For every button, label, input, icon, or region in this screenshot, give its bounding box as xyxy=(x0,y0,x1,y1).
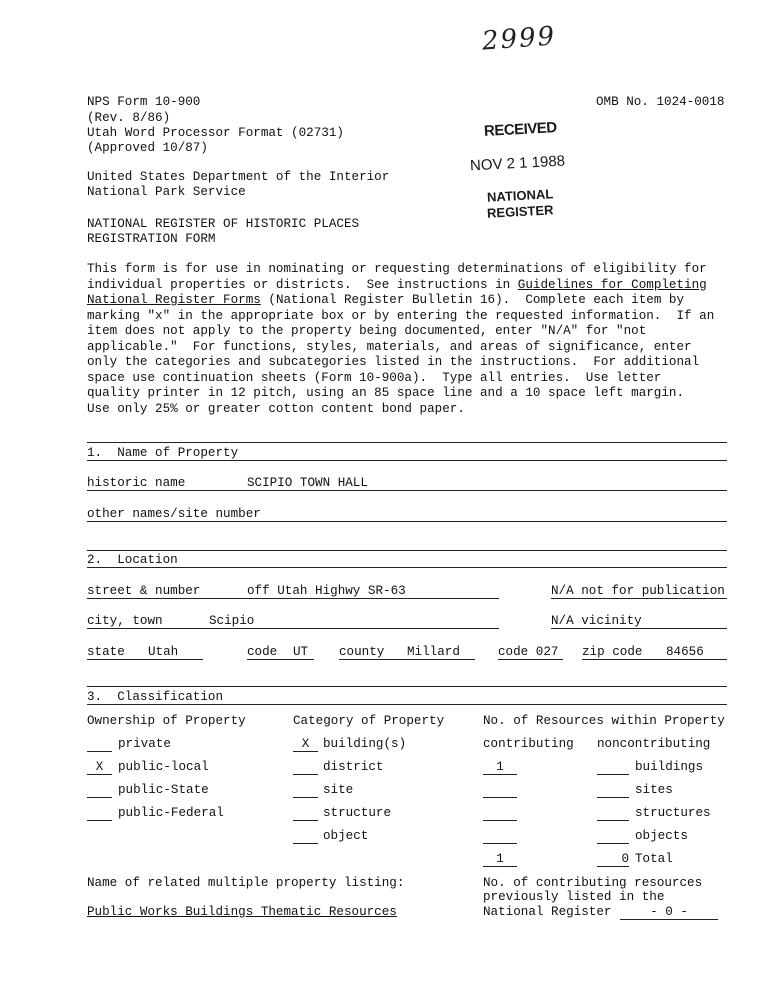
ownership-public-federal-label: public-Federal xyxy=(118,806,224,820)
form-subtitle: REGISTRATION FORM xyxy=(87,232,216,246)
form-number: NPS Form 10-900 xyxy=(87,95,201,109)
field-line xyxy=(87,460,727,461)
section3-heading: 3. Classification xyxy=(87,690,224,704)
form-format: Utah Word Processor Format (02731) xyxy=(87,126,344,140)
category-district-label: district xyxy=(323,760,384,774)
vicinity: N/A vicinity xyxy=(551,614,642,628)
county-code[interactable]: code 027 xyxy=(498,645,559,659)
field-line xyxy=(597,843,629,844)
resources-sites-label: sites xyxy=(635,783,673,797)
form-revision: (Rev. 8/86) xyxy=(87,111,171,125)
ownership-private-label: private xyxy=(118,737,171,751)
form-approved: (Approved 10/87) xyxy=(87,141,208,155)
section2-heading: 2. Location xyxy=(87,553,178,567)
other-names-label: other names/site number xyxy=(87,507,261,521)
street-label: street & number xyxy=(87,584,201,598)
field-line xyxy=(87,797,112,798)
ownership-public-local-label: public-local xyxy=(118,760,209,774)
field-line xyxy=(87,820,112,821)
category-object-label: object xyxy=(323,829,369,843)
instructions-paragraph: This form is for use in nominating or requesting determinations of eligibility for individual properties or districts. See instructions in Guidelines for Completing National Register Forms (National Register Bulletin 16). Complete each item by marking "x" in the appropriate box or by entering the requested information. If an item does not apply to the property being documented, enter "N/A" for "not applicable." For functions, styles, materials, and areas of significance, enter only the categories and subcategories listed in the instructions. For additional space use continuation sheets (Form 10-900a). Type all entries. Use letter quality printer in 12 pitch, using an 85 space line and a 10 space left margin. Use only 25% or greater cotton content bond paper. xyxy=(87,262,715,416)
resources-heading: No. of Resources within Property xyxy=(483,714,725,728)
noncontributing-total[interactable]: 0 xyxy=(621,852,629,866)
checkbox-public-local[interactable]: X xyxy=(95,760,104,774)
street-value[interactable]: off Utah Highwy SR-63 xyxy=(247,584,406,598)
field-line xyxy=(597,820,629,821)
register-forms-reference: National Register Forms xyxy=(87,293,261,307)
ownership-public-state-label: public-State xyxy=(118,783,209,797)
section-divider xyxy=(87,550,727,551)
related-listing-label: Name of related multiple property listing: xyxy=(87,876,405,890)
form-title: NATIONAL REGISTER OF HISTORIC PLACES xyxy=(87,217,360,231)
county-label: county xyxy=(339,645,385,659)
field-line xyxy=(87,598,499,599)
contributing-heading: contributing xyxy=(483,737,574,751)
state-value[interactable]: Utah xyxy=(148,645,179,659)
stamp-national: NATIONAL xyxy=(486,186,554,205)
field-line xyxy=(498,659,563,660)
guidelines-reference: Guidelines for Completing xyxy=(517,277,707,292)
stamp-register: REGISTER xyxy=(486,202,554,221)
field-line xyxy=(483,797,517,798)
field-line xyxy=(339,659,475,660)
field-line xyxy=(87,774,112,775)
checkbox-buildings[interactable]: X xyxy=(301,737,310,751)
field-line xyxy=(293,751,318,752)
previously-listed-line2: previously listed in the xyxy=(483,890,665,904)
related-listing-value[interactable]: Public Works Buildings Thematic Resources xyxy=(87,905,397,919)
zip-label: zip code xyxy=(582,645,643,659)
ownership-heading: Ownership of Property xyxy=(87,714,246,728)
contributing-buildings[interactable]: 1 xyxy=(496,760,504,774)
resources-structures-label: structures xyxy=(635,806,711,820)
field-line xyxy=(293,843,318,844)
field-line xyxy=(483,774,517,775)
historic-name-value[interactable]: SCIPIO TOWN HALL xyxy=(247,476,368,490)
stamp-received: RECEIVED xyxy=(483,119,558,140)
field-line xyxy=(87,628,499,629)
zip-value[interactable]: 84656 xyxy=(666,645,704,659)
agency-service: National Park Service xyxy=(87,185,246,199)
not-for-publication: N/A not for publication xyxy=(551,584,725,598)
field-line xyxy=(293,797,318,798)
field-line xyxy=(87,751,112,752)
field-line xyxy=(87,659,203,660)
historic-name-label: historic name xyxy=(87,476,186,490)
field-line xyxy=(551,598,727,599)
section-divider xyxy=(87,442,727,443)
field-line xyxy=(87,490,727,491)
field-line xyxy=(293,820,318,821)
city-value[interactable]: Scipio xyxy=(209,614,255,628)
field-line xyxy=(483,866,517,867)
field-line xyxy=(597,774,629,775)
noncontributing-heading: noncontributing xyxy=(597,737,711,751)
resources-total-label: Total xyxy=(635,852,673,866)
state-label: state xyxy=(87,645,125,659)
agency-department: United States Department of the Interior xyxy=(87,170,390,184)
field-line xyxy=(87,704,727,705)
field-line xyxy=(483,820,517,821)
stamp-date: NOV 2 1 1988 xyxy=(469,152,566,175)
field-line xyxy=(597,797,629,798)
contributing-total[interactable]: 1 xyxy=(496,852,504,866)
field-line xyxy=(551,628,727,629)
omb-number: OMB No. 1024-0018 xyxy=(596,95,725,109)
state-code-label: code xyxy=(247,645,278,659)
field-line xyxy=(582,659,727,660)
resources-objects-label: objects xyxy=(635,829,688,843)
state-code-value[interactable]: UT xyxy=(293,645,309,659)
previously-listed-value[interactable]: - 0 - xyxy=(650,905,688,919)
county-value[interactable]: Millard xyxy=(407,645,460,659)
field-line xyxy=(483,843,517,844)
field-line xyxy=(597,866,629,867)
field-line xyxy=(87,567,727,568)
field-line xyxy=(87,521,727,522)
category-structure-label: structure xyxy=(323,806,392,820)
previously-listed-line3: National Register xyxy=(483,905,612,919)
category-heading: Category of Property xyxy=(293,714,445,728)
field-line xyxy=(247,659,314,660)
city-label: city, town xyxy=(87,614,163,628)
field-line xyxy=(293,774,318,775)
section-divider xyxy=(87,686,727,687)
previously-listed-line1: No. of contributing resources xyxy=(483,876,703,890)
section1-heading: 1. Name of Property xyxy=(87,446,239,460)
category-site-label: site xyxy=(323,783,354,797)
handwritten-number: 2999 xyxy=(481,21,558,57)
resources-buildings-label: buildings xyxy=(635,760,704,774)
category-buildings-label: building(s) xyxy=(323,737,407,751)
field-line xyxy=(620,919,718,920)
